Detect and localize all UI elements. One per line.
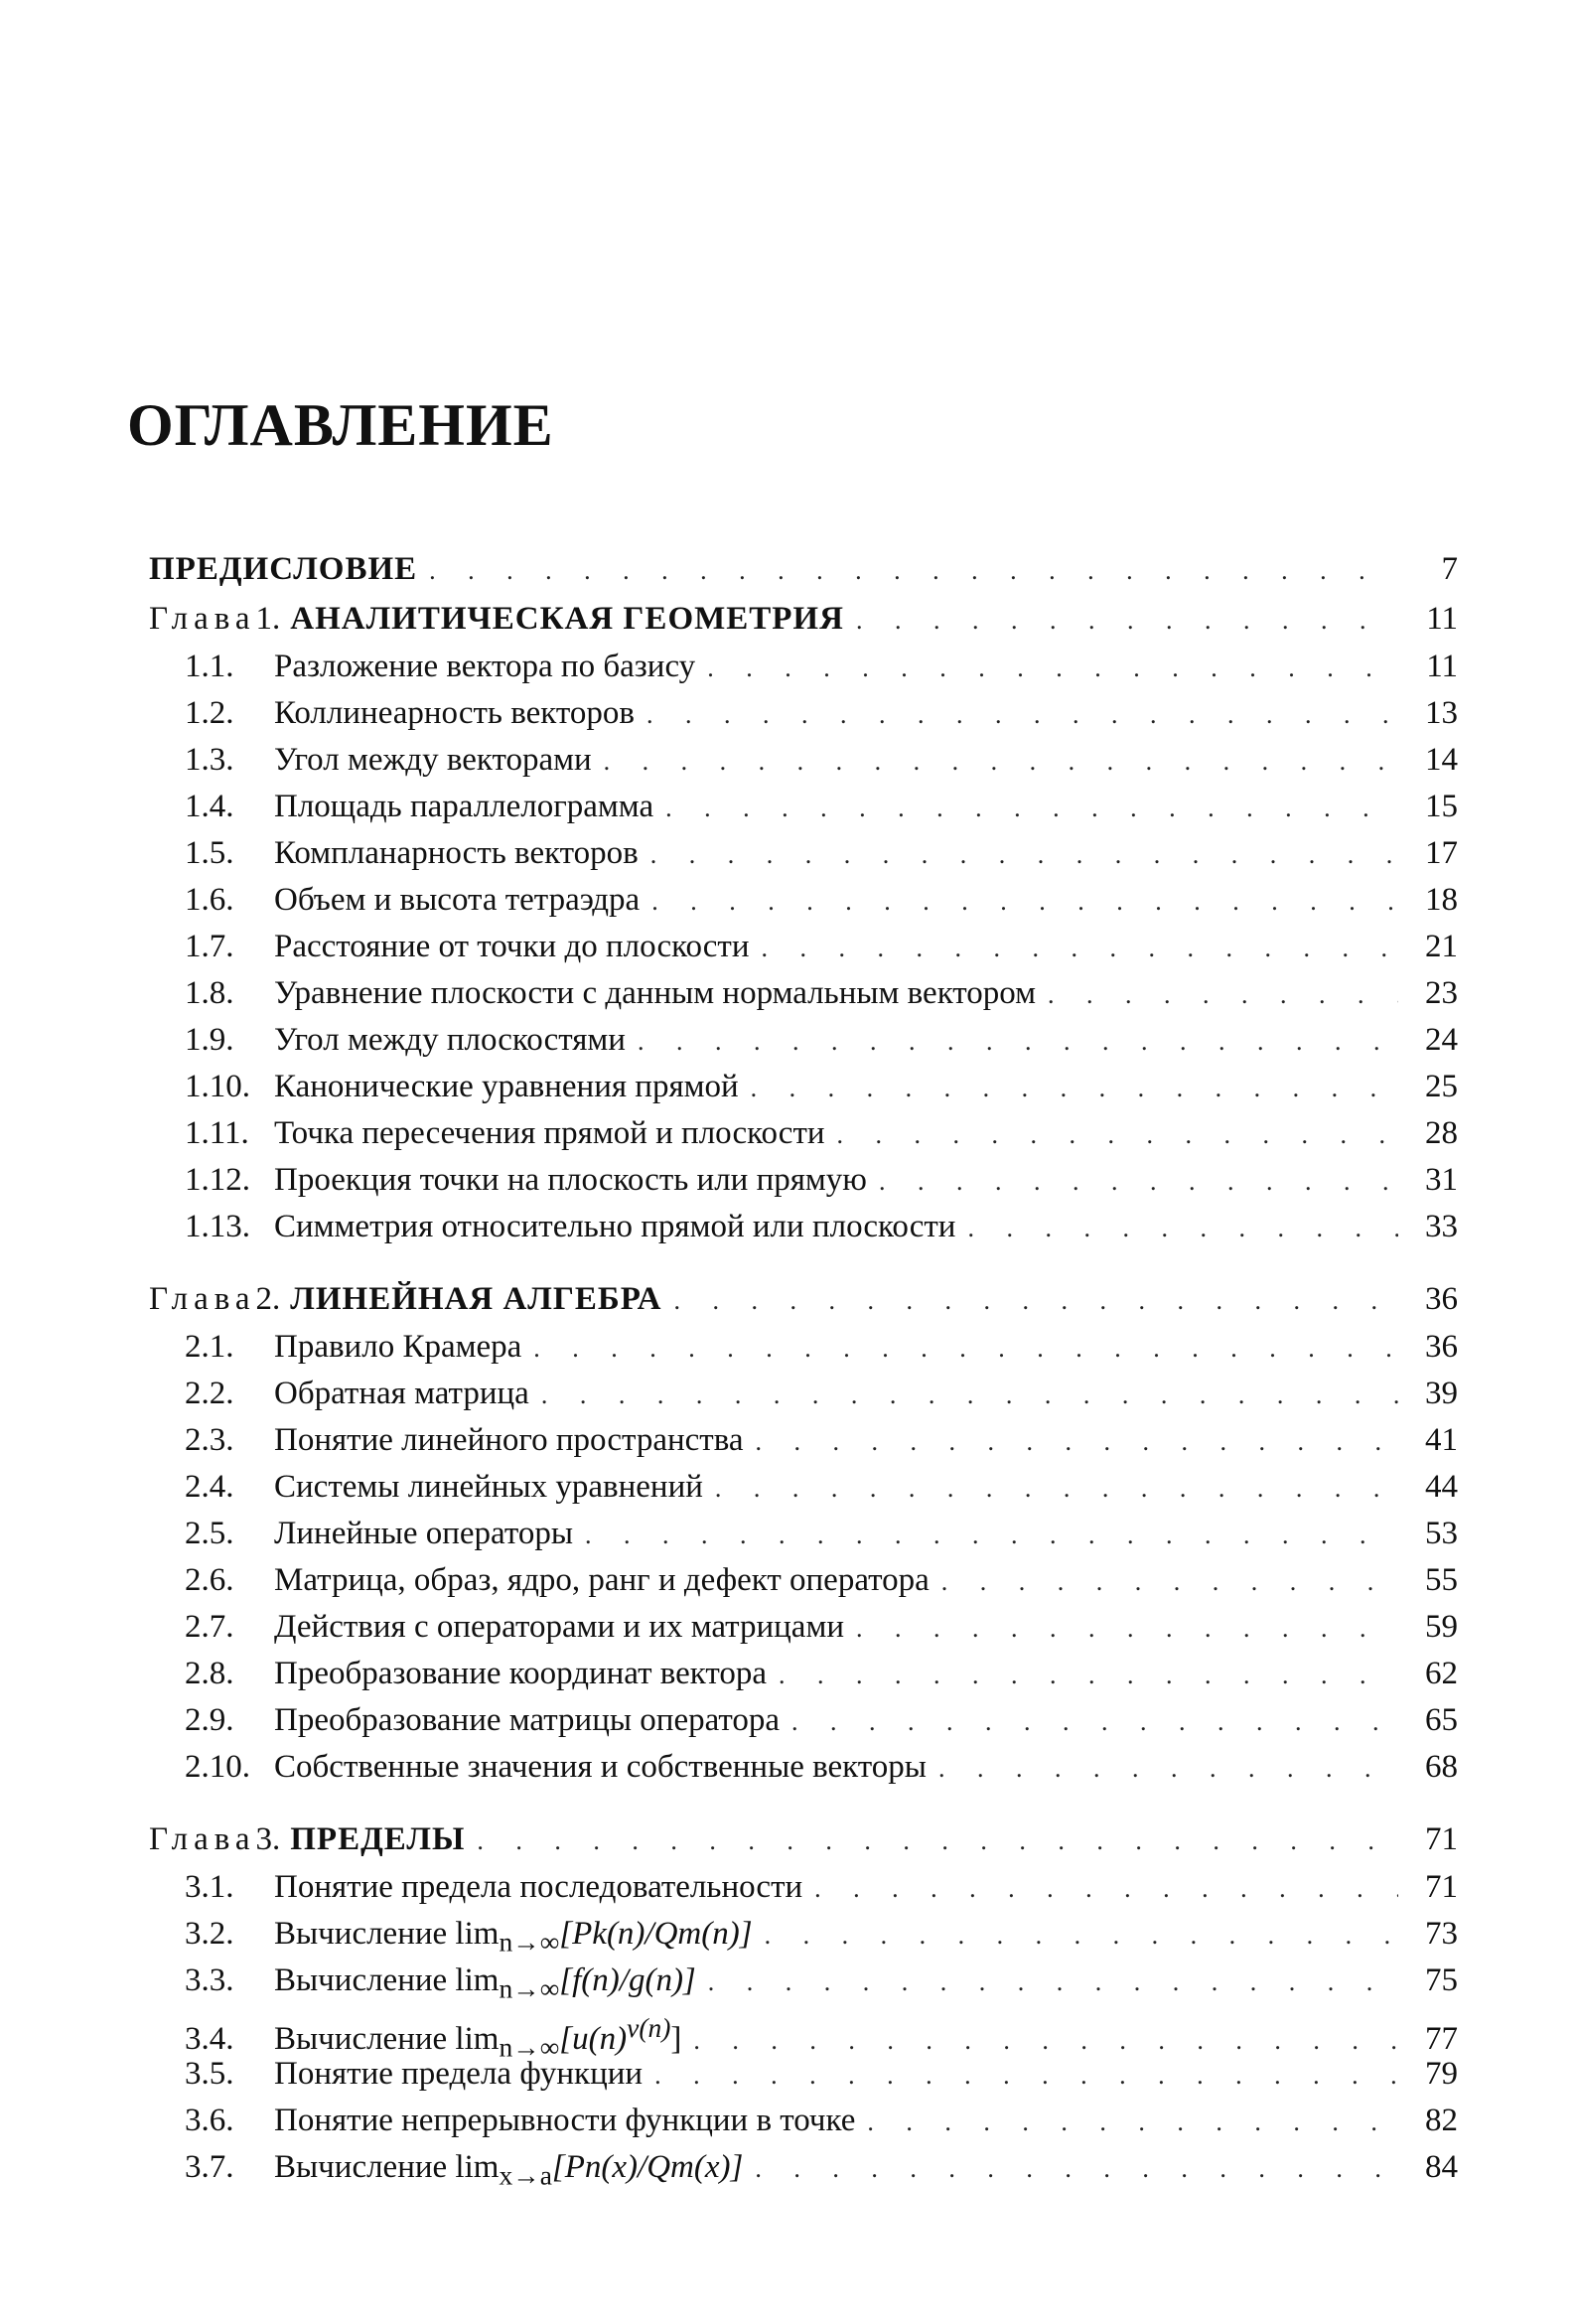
section-label bbox=[274, 2144, 749, 2199]
section-number: 2.8. bbox=[185, 1656, 234, 1691]
preface-page: 7 bbox=[1441, 551, 1458, 587]
section-label: Системы линейных уравнений bbox=[274, 1469, 703, 1505]
dot-leader bbox=[598, 738, 1398, 785]
section-label: Объем и высота тетраэдра bbox=[274, 882, 641, 918]
section-label: Уравнение плоскости с данным нормальным вектором bbox=[274, 975, 1037, 1011]
dot-leader bbox=[1042, 971, 1398, 1018]
dot-leader bbox=[648, 2052, 1398, 2099]
section-label: Правило Крамера bbox=[274, 1329, 522, 1365]
section-label: Понятие линейного пространства bbox=[274, 1422, 744, 1458]
section-label: Симметрия относительно прямой или плоскости bbox=[274, 1209, 956, 1244]
section-page: 62 bbox=[1425, 1656, 1458, 1691]
section-number: 3.3. bbox=[185, 1962, 234, 1998]
section-number: 1.9. bbox=[185, 1022, 234, 1058]
section-number: 1.8. bbox=[185, 975, 234, 1011]
section-page: 44 bbox=[1425, 1469, 1458, 1505]
section-page: 75 bbox=[1425, 1962, 1458, 1998]
limit-expression: [Pk(n)/Qm(n)] bbox=[559, 1916, 753, 1952]
section-number: 2.10. bbox=[185, 1749, 250, 1785]
toc-entry-preface[interactable] bbox=[149, 544, 1458, 594]
preface-label: ПРЕДИСЛОВИЕ bbox=[149, 551, 418, 587]
section-page: 18 bbox=[1425, 882, 1458, 918]
section-number: 1.6. bbox=[185, 882, 234, 918]
section-number: 1.1. bbox=[185, 649, 234, 684]
section-number: 2.9. bbox=[185, 1702, 234, 1738]
section-page: 14 bbox=[1425, 742, 1458, 778]
toc-entry-chapter-1[interactable] bbox=[149, 594, 1458, 644]
toc-entry-section[interactable] bbox=[149, 1651, 1458, 1697]
toc-entry-section[interactable] bbox=[149, 1017, 1458, 1064]
section-number: 1.11. bbox=[185, 1115, 249, 1151]
dot-leader bbox=[632, 1018, 1398, 1065]
section-page: 79 bbox=[1425, 2056, 1458, 2092]
dot-leader bbox=[786, 1698, 1398, 1745]
section-label: Расстояние от точки до плоскости bbox=[274, 929, 750, 964]
section-label: Точка пересечения прямой и плоскости bbox=[274, 1115, 825, 1151]
toc-entry-section[interactable] bbox=[149, 1110, 1458, 1157]
section-label: Угол между векторами bbox=[274, 742, 592, 778]
dot-leader bbox=[861, 2099, 1398, 2145]
section-page: 25 bbox=[1425, 1069, 1458, 1104]
toc-entry-section[interactable] bbox=[149, 1324, 1458, 1371]
toc-entry-chapter-3[interactable] bbox=[149, 1815, 1458, 1864]
chapter-title: АНАЛИТИЧЕСКАЯ ГЕОМЕТРИЯ bbox=[290, 601, 844, 637]
dot-leader bbox=[756, 925, 1399, 971]
section-label: Понятие предела последовательности bbox=[274, 1869, 803, 1905]
section-number: 3.2. bbox=[185, 1916, 234, 1952]
section-label: Проекция точки на плоскость или прямую bbox=[274, 1162, 867, 1198]
section-label: Разложение вектора по базису bbox=[274, 649, 696, 684]
chapter-number: 1. bbox=[255, 601, 281, 637]
section-number: 2.1. bbox=[185, 1329, 234, 1365]
chapter-title: ПРЕДЕЛЫ bbox=[290, 1821, 466, 1857]
dot-leader bbox=[701, 645, 1398, 691]
section-label: Угол между плоскостями bbox=[274, 1022, 626, 1058]
section-number: 2.5. bbox=[185, 1516, 234, 1551]
chapter-prefix: Глава bbox=[149, 1281, 256, 1317]
section-number: 1.13. bbox=[185, 1209, 250, 1244]
section-page: 23 bbox=[1425, 975, 1458, 1011]
section-number: 1.5. bbox=[185, 835, 234, 871]
section-page: 11 bbox=[1426, 649, 1458, 684]
toc-entry-section[interactable] bbox=[149, 1157, 1458, 1204]
chapter-prefix: Глава bbox=[149, 1821, 256, 1857]
section-page: 15 bbox=[1425, 789, 1458, 824]
page-title: ОГЛАВЛЕНИЕ bbox=[127, 392, 554, 458]
section-page: 21 bbox=[1425, 929, 1458, 964]
section-label-text: Вычисление lim bbox=[274, 1962, 500, 1998]
chapter-number: 3. bbox=[255, 1821, 281, 1857]
limit-subscript: x→a bbox=[499, 2159, 552, 2191]
toc-entry-section[interactable] bbox=[149, 1697, 1458, 1744]
toc-entry-section[interactable] bbox=[149, 1911, 1458, 1958]
section-number: 3.6. bbox=[185, 2103, 234, 2138]
section-label: Понятие предела функции bbox=[274, 2056, 644, 2092]
section-label-text: Вычисление lim bbox=[274, 1916, 500, 1952]
dot-leader bbox=[932, 1745, 1398, 1792]
section-number: 1.12. bbox=[185, 1162, 250, 1198]
section-label: Площадь параллелограмма bbox=[274, 789, 654, 824]
section-label-text: Вычисление lim bbox=[274, 2149, 500, 2185]
section-page: 13 bbox=[1425, 695, 1458, 731]
toc-entry-section[interactable] bbox=[149, 737, 1458, 784]
toc-entry-section[interactable] bbox=[149, 2051, 1458, 2098]
section-label: Коллинеарность векторов bbox=[274, 695, 635, 731]
section-page: 73 bbox=[1425, 1916, 1458, 1952]
toc-entry-chapter-2[interactable] bbox=[149, 1274, 1458, 1324]
toc-entry-section[interactable] bbox=[149, 644, 1458, 690]
limit-expression-end: ] bbox=[670, 2021, 682, 2057]
dot-leader bbox=[873, 1158, 1398, 1205]
section-page: 53 bbox=[1425, 1516, 1458, 1551]
dot-leader bbox=[527, 1325, 1398, 1372]
toc-entry-section[interactable] bbox=[149, 1464, 1458, 1511]
chapter-page: 71 bbox=[1425, 1821, 1458, 1857]
section-page: 55 bbox=[1425, 1562, 1458, 1598]
dot-leader bbox=[471, 1816, 1398, 1866]
dot-leader bbox=[702, 1959, 1398, 2005]
section-number: 1.7. bbox=[185, 929, 234, 964]
toc-entry-section[interactable] bbox=[149, 1204, 1458, 1250]
dot-leader bbox=[659, 785, 1398, 831]
section-label: Действия с операторами и их матрицами bbox=[274, 1609, 844, 1645]
section-number: 1.10. bbox=[185, 1069, 250, 1104]
toc-entry-section[interactable] bbox=[149, 924, 1458, 970]
section-number: 3.7. bbox=[185, 2149, 234, 2185]
toc-entry-section[interactable] bbox=[149, 784, 1458, 830]
section-page: 31 bbox=[1425, 1162, 1458, 1198]
chapter-page: 36 bbox=[1425, 1281, 1458, 1317]
section-page: 28 bbox=[1425, 1115, 1458, 1151]
section-number: 1.2. bbox=[185, 695, 234, 731]
section-number: 1.4. bbox=[185, 789, 234, 824]
section-label: Преобразование координат вектора bbox=[274, 1656, 768, 1691]
limit-subscript: n→∞ bbox=[499, 1926, 560, 1958]
toc-entry-section[interactable] bbox=[149, 1511, 1458, 1557]
section-number: 2.2. bbox=[185, 1376, 234, 1411]
dot-leader bbox=[535, 1372, 1398, 1418]
dot-leader bbox=[579, 1512, 1398, 1558]
section-label-text: Вычисление lim bbox=[274, 2021, 500, 2057]
section-page: 71 bbox=[1425, 1869, 1458, 1905]
dot-leader bbox=[935, 1558, 1398, 1605]
dot-leader bbox=[709, 1465, 1398, 1512]
section-label: Собственные значения и собственные векторы bbox=[274, 1749, 927, 1785]
dot-leader bbox=[850, 596, 1398, 646]
section-number: 2.4. bbox=[185, 1469, 234, 1505]
chapter-title: ЛИНЕЙНАЯ АЛГЕБРА bbox=[290, 1281, 662, 1317]
section-number: 1.3. bbox=[185, 742, 234, 778]
toc-entry-section[interactable] bbox=[149, 1604, 1458, 1651]
limit-expression: [Pn(x)/Qm(x)] bbox=[551, 2149, 744, 2185]
table-of-contents bbox=[149, 544, 1458, 2191]
dot-leader bbox=[831, 1111, 1398, 1158]
dot-leader bbox=[750, 1418, 1399, 1465]
dot-leader bbox=[759, 1912, 1398, 1959]
toc-entry-section[interactable] bbox=[149, 970, 1458, 1017]
dot-leader bbox=[645, 831, 1398, 878]
toc-entry-section[interactable] bbox=[149, 2004, 1458, 2063]
section-page: 65 bbox=[1425, 1702, 1458, 1738]
section-label: Канонические уравнения прямой bbox=[274, 1069, 739, 1104]
section-number: 3.4. bbox=[185, 2021, 234, 2057]
chapter-number: 2. bbox=[255, 1281, 281, 1317]
limit-subscript: n→∞ bbox=[499, 2031, 560, 2063]
dot-leader bbox=[808, 1865, 1398, 1912]
toc-entry-section[interactable] bbox=[149, 1371, 1458, 1417]
toc-entry-section[interactable] bbox=[149, 877, 1458, 924]
section-page: 41 bbox=[1425, 1422, 1458, 1458]
toc-entry-section[interactable] bbox=[149, 1064, 1458, 1110]
section-number: 2.3. bbox=[185, 1422, 234, 1458]
limit-expression: [f(n)/g(n)] bbox=[559, 1962, 696, 1998]
section-page: 77 bbox=[1425, 2021, 1458, 2057]
section-page: 17 bbox=[1425, 835, 1458, 871]
section-page: 82 bbox=[1425, 2103, 1458, 2138]
toc-entry-section[interactable] bbox=[149, 1958, 1458, 2004]
section-label: Компланарность векторов bbox=[274, 835, 639, 871]
dot-leader bbox=[773, 1652, 1398, 1698]
section-page: 84 bbox=[1425, 2149, 1458, 2185]
dot-leader bbox=[645, 878, 1398, 925]
section-page: 33 bbox=[1425, 1209, 1458, 1244]
toc-entry-section[interactable] bbox=[149, 1744, 1458, 1791]
section-page: 59 bbox=[1425, 1609, 1458, 1645]
chapter-prefix: Глава bbox=[149, 601, 256, 637]
limit-superscript: v(n) bbox=[627, 2012, 671, 2043]
toc-entry-section[interactable] bbox=[149, 690, 1458, 737]
dot-leader bbox=[961, 1205, 1398, 1251]
limit-subscript: n→∞ bbox=[499, 1972, 560, 2004]
dot-leader bbox=[745, 1065, 1398, 1111]
section-label: Обратная матрица bbox=[274, 1376, 529, 1411]
section-label: Понятие непрерывности функции в точке bbox=[274, 2103, 856, 2138]
section-page: 24 bbox=[1425, 1022, 1458, 1058]
dot-leader bbox=[749, 2145, 1398, 2192]
section-label: Линейные операторы bbox=[274, 1516, 573, 1551]
section-label: Преобразование матрицы оператора bbox=[274, 1702, 781, 1738]
section-number: 3.5. bbox=[185, 2056, 234, 2092]
toc-entry-section[interactable] bbox=[149, 2144, 1458, 2191]
section-page: 36 bbox=[1425, 1329, 1458, 1365]
section-page: 68 bbox=[1425, 1749, 1458, 1785]
toc-entry-section[interactable] bbox=[149, 1864, 1458, 1911]
section-page: 39 bbox=[1425, 1376, 1458, 1411]
section-number: 2.7. bbox=[185, 1609, 234, 1645]
dot-leader bbox=[667, 1276, 1398, 1326]
toc-entry-section[interactable] bbox=[149, 1557, 1458, 1604]
limit-expression: [u(n) bbox=[559, 2021, 628, 2057]
section-number: 3.1. bbox=[185, 1869, 234, 1905]
toc-entry-section[interactable] bbox=[149, 830, 1458, 877]
dot-leader bbox=[641, 691, 1398, 738]
toc-entry-section[interactable] bbox=[149, 1417, 1458, 1464]
section-label: Матрица, образ, ядро, ранг и дефект оператора bbox=[274, 1562, 930, 1598]
dot-leader bbox=[423, 546, 1398, 596]
section-number: 2.6. bbox=[185, 1562, 234, 1598]
chapter-page: 11 bbox=[1426, 601, 1458, 637]
dot-leader bbox=[850, 1605, 1398, 1652]
toc-entry-section[interactable] bbox=[149, 2098, 1458, 2144]
